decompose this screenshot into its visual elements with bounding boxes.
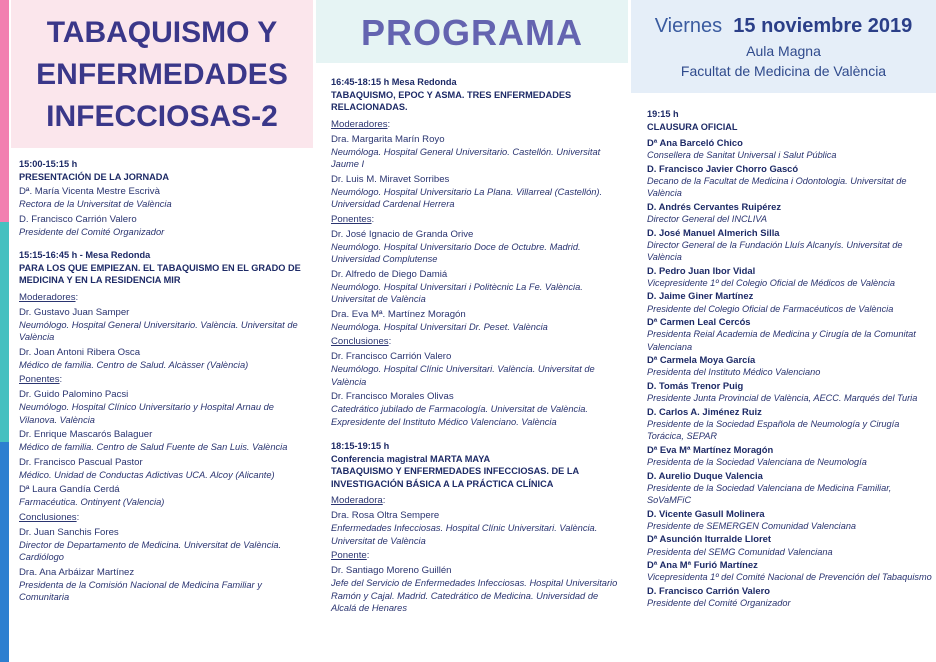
event-title <box>11 12 313 138</box>
person-name: Dra. Ana Arbáizar Martínez <box>19 566 135 578</box>
person-role: Neumólogo. Hospital Universitario Doce de Octubre. Madrid. Universidad Complutense <box>331 241 581 264</box>
person-role: Catedrático jubilado de Farmacología. Universitat de València. Expresidente del Instituto Médico Valenciano. València <box>331 404 589 427</box>
person-entry <box>19 456 309 482</box>
role-heading: Conclusiones: <box>331 336 392 347</box>
person-entry <box>331 268 623 306</box>
person-entry <box>647 508 933 532</box>
session-time: 15:00-15:15 h <box>19 159 78 169</box>
middle-program <box>331 76 623 615</box>
person-entry <box>647 265 933 289</box>
person-role: Presidente Junta Provincial de València, AECC. Marqués del Turia <box>647 393 918 404</box>
person-role: Presidenta Reial Academia de Medicina y Cirugía de la Comunitat Valenciana <box>647 329 916 352</box>
conclusiones-label: Conclusiones <box>331 336 389 347</box>
person-entry <box>647 559 933 583</box>
person-role: Neumóloga. Hospital Universitari Dr. Peset. València <box>331 321 548 332</box>
person-entry <box>647 354 933 378</box>
person-role: Médico de familia. Centro de Salud. Alcàsser (València) <box>19 359 249 370</box>
person-name: Dª Ana Barceló Chico <box>647 137 743 148</box>
person-name: D. Francisco Carrión Valero <box>19 213 137 225</box>
person-name: Dª Asunción Iturralde Lloret <box>647 533 771 545</box>
person-entry <box>19 306 309 344</box>
person-role: Médico. Unidad de Conductas Adictivas UCA. Alcoy (Alicante) <box>19 469 275 480</box>
role-heading: Moderadores: <box>331 118 391 130</box>
person-role: Rectora de la Universitat de València <box>19 199 172 209</box>
person-entry <box>331 228 623 266</box>
person-role: Neumólogo. Hospital Universitario La Plana. Villarreal (Castellón). Universidad Cardenal Herrera <box>331 186 603 209</box>
venue-room: Aula Magna <box>746 43 821 59</box>
person-entry <box>331 350 623 388</box>
person-role: Presidente del Comité Organizador <box>19 226 165 237</box>
person-entry <box>19 213 309 239</box>
person-role: Presidente del Colegio Oficial de Farmacéuticos de València <box>647 303 894 314</box>
person-entry <box>647 406 933 443</box>
person-entry <box>647 290 933 314</box>
session-round-table-1 <box>19 249 309 604</box>
person-entry <box>331 173 623 211</box>
person-role: Presidente de la Sociedad Española de Neumología y Cirugía Torácica, SEPAR <box>647 418 900 442</box>
person-role: Consellera de Sanitat Universal i Salut Pública <box>647 150 837 161</box>
person-role: Director General de la Fundación Lluís Alcanyís. Universitat de València <box>647 239 903 262</box>
person-name: Dra. Rosa Oltra Sempere <box>331 510 440 521</box>
person-name: Dª Carmela Moya García <box>647 354 756 366</box>
person-name: Dr. Santiago Moreno Guillén <box>331 565 452 576</box>
moderators-label: Moderadores <box>19 291 76 303</box>
person-name: Dr. Alfredo de Diego Damiá <box>331 268 448 280</box>
event-title-line-3: INFECCIOSAS-2 <box>46 100 278 133</box>
person-name: Dr. Francisco Pascual Pastor <box>19 456 143 468</box>
person-role: Vicepresidente 1º del Colegio Oficial de Médicos de València <box>647 277 895 288</box>
person-entry <box>19 388 309 426</box>
person-name: Dr. Guido Palomino Pacsi <box>19 389 129 400</box>
person-entry <box>331 390 623 428</box>
person-role: Neumóloga. Hospital General Universitario. Castellón. Universitat Jaume I <box>331 146 601 169</box>
session-title: PRESENTACIÓN DE LA JORNADA <box>19 171 170 182</box>
person-role: Vicepresidenta 1º del Comité Nacional de Prevención del Tabaquismo <box>647 572 932 583</box>
person-role: Enfermedades Infecciosas. Hospital Clínic Universitari. València. Universitat de València <box>331 523 598 546</box>
person-role: Presidenta del Instituto Médico Valenciano <box>647 367 821 378</box>
right-column <box>631 0 936 662</box>
left-column <box>0 0 313 662</box>
person-role: Decano de la Facultat de Medicina i Odontologia. Universitat de València <box>647 176 907 199</box>
person-role: Farmacéutica. Ontinyent (Valencia) <box>19 497 165 507</box>
ponente-label: Ponente <box>331 550 367 561</box>
person-name: Dª Carmen Leal Cercós <box>647 316 751 328</box>
person-name: D. Carlos A. Jiménez Ruiz <box>647 405 762 417</box>
person-name: Dª Laura Gandía Cerdá <box>19 484 120 495</box>
programa-banner <box>316 0 628 63</box>
ponentes-label: Ponentes <box>331 213 372 225</box>
person-name: Dr. Luis M. Miravet Sorribes <box>331 173 450 185</box>
event-date <box>631 13 936 39</box>
person-role: Presidenta de la Comisión Nacional de Medicina Familiar y Comunitaria <box>19 579 262 602</box>
person-entry <box>19 483 309 509</box>
person-name: Dr. Francisco Morales Olivas <box>331 391 454 402</box>
person-entry <box>647 201 933 225</box>
person-role: Neumólogo. Hospital General Universitario. València. Universitat de València <box>19 319 298 342</box>
person-entry <box>647 444 933 468</box>
person-name: Dr. José Ignacio de Granda Orive <box>331 228 474 240</box>
person-name: D. José Manuel Almerich Silla <box>647 226 780 238</box>
person-name: D. Francisco Carrión Valero <box>647 584 770 596</box>
session-round-table-2 <box>331 76 623 428</box>
ponentes-label: Ponentes <box>19 374 60 385</box>
session-title: TABAQUISMO Y ENFERMEDADES INFECCIOSAS. DE LA INVESTIGACIÓN BÁSICA A LA PRÁCTICA CLÍNICA <box>331 466 579 489</box>
person-name: D. Francisco Javier Chorro Gascó <box>647 162 799 174</box>
person-name: D. Jaime Giner Martínez <box>647 290 754 302</box>
session-subtitle: Conferencia magistral MARTA MAYA <box>331 453 491 464</box>
person-entry <box>19 526 309 564</box>
person-name: Dra. Eva Mª. Martínez Moragón <box>331 308 466 320</box>
session-time: 16:45-18:15 h Mesa Redonda <box>331 77 457 87</box>
person-entry <box>647 380 933 404</box>
person-name: Dª Eva Mª Martínez Moragón <box>647 443 774 455</box>
person-role: Jefe del Servicio de Enfermedades Infecciosas. Hospital Universitario Ramón y Cajal. Madrid. Catedrático de Medicina. Universidad de Alcalá de Henares <box>331 578 618 613</box>
person-role: Neumólogo. Hospital Universitari i Politècnic La Fe. València. Universitat de València <box>331 281 583 304</box>
person-name: Dr. Juan Sanchis Fores <box>19 526 119 538</box>
person-name: D. Andrés Cervantes Ruipérez <box>647 200 782 212</box>
session-time: 19:15 h <box>647 109 679 119</box>
person-name: Dr. Francisco Carrión Valero <box>331 351 452 362</box>
session-title: TABAQUISMO, EPOC Y ASMA. TRES ENFERMEDADES RELACIONADAS. <box>331 89 572 112</box>
moderators-label: Moderadores <box>331 118 388 130</box>
person-role: Neumólogo. Hospital Clínic Universitari. València. Universitat de València <box>331 364 595 387</box>
event-title-line-1: TABAQUISMO Y <box>46 16 278 49</box>
role-heading: Ponentes: <box>19 374 63 385</box>
person-role: Presidenta de la Sociedad Valenciana de Neumología <box>647 456 867 467</box>
person-entry <box>19 428 309 454</box>
person-role: Médico de familia. Centro de Salud Fuente de San Luis. València <box>19 442 288 452</box>
session-title: CLAUSURA OFICIAL <box>647 121 738 132</box>
person-entry <box>331 564 623 615</box>
session-opening <box>19 158 309 238</box>
middle-column <box>316 0 628 662</box>
person-name: Dª. María Vicenta Mestre Escrivà <box>19 186 160 197</box>
person-entry <box>647 316 933 353</box>
person-role: Presidente del Comité Organizador <box>647 598 791 609</box>
person-entry <box>19 346 309 372</box>
moderadora-label: Moderadora <box>331 495 383 506</box>
person-name: Dra. Margarita Marín Royo <box>331 133 445 145</box>
person-name: Dr. Gustavo Juan Samper <box>19 306 130 318</box>
person-entry <box>647 137 933 161</box>
date-banner <box>631 0 936 93</box>
person-entry <box>331 133 623 171</box>
person-role: Neumólogo. Hospital Clínico Universitario y Hospital Arnau de Vilanova. València <box>19 402 274 425</box>
person-role: Presidente de la Sociedad Valenciana de Medicina Familiar, SoVaMFiC <box>647 482 892 505</box>
role-heading: Moderadora: <box>331 495 386 506</box>
role-heading: Conclusiones: <box>19 511 80 523</box>
event-day: Viernes <box>654 15 723 37</box>
closing-session <box>647 108 933 609</box>
session-time: 18:15-19:15 h <box>331 441 390 451</box>
role-heading: Moderadores: <box>19 291 79 303</box>
person-name: Dª Ana Mª Furió Martínez <box>647 559 758 571</box>
role-heading: Ponentes: <box>331 213 375 225</box>
person-entry <box>19 566 309 604</box>
venue-faculty: Facultat de Medicina de València <box>680 63 887 79</box>
session-time: 15:15-16:45 h - Mesa Redonda <box>19 250 151 260</box>
person-role: Director General del INCLIVA <box>647 214 767 224</box>
person-name: D. Pedro Juan Ibor Vidal <box>647 264 756 276</box>
programa-heading: PROGRAMA <box>361 12 583 53</box>
event-date-value: 15 noviembre 2019 <box>733 15 913 37</box>
person-role: Presidenta del SEMG Comunidad Valenciana <box>647 546 833 557</box>
person-name: D. Aurelio Duque Valencia <box>647 469 763 481</box>
person-name: D. Tomás Trenor Puig <box>647 379 744 391</box>
person-role: Presidente de SEMERGEN Comunidad Valenciana <box>647 520 857 531</box>
conclusiones-label: Conclusiones <box>19 511 77 523</box>
person-role: Director de Departamento de Medicina. Universitat de València. Cardiólogo <box>19 539 282 562</box>
role-heading: Ponente: <box>331 550 370 561</box>
event-title-line-2: ENFERMEDADES <box>36 58 288 91</box>
person-entry <box>647 227 933 264</box>
person-entry <box>331 509 623 547</box>
left-program <box>19 158 309 604</box>
person-entry <box>647 585 933 609</box>
person-name: Dr. Enrique Mascarós Balaguer <box>19 429 153 440</box>
person-name: D. Vicente Gasull Molinera <box>647 507 765 519</box>
person-entry <box>19 185 309 211</box>
person-entry <box>647 163 933 200</box>
person-name: Dr. Joan Antoni Ribera Osca <box>19 346 141 358</box>
person-entry <box>331 308 623 334</box>
person-entry <box>647 470 933 507</box>
title-banner <box>11 0 313 148</box>
person-entry <box>647 533 933 557</box>
session-keynote <box>331 440 623 615</box>
session-title: PARA LOS QUE EMPIEZAN. EL TABAQUISMO EN EL GRADO DE MEDICINA Y EN LA RESIDENCIA MIR <box>19 262 301 285</box>
